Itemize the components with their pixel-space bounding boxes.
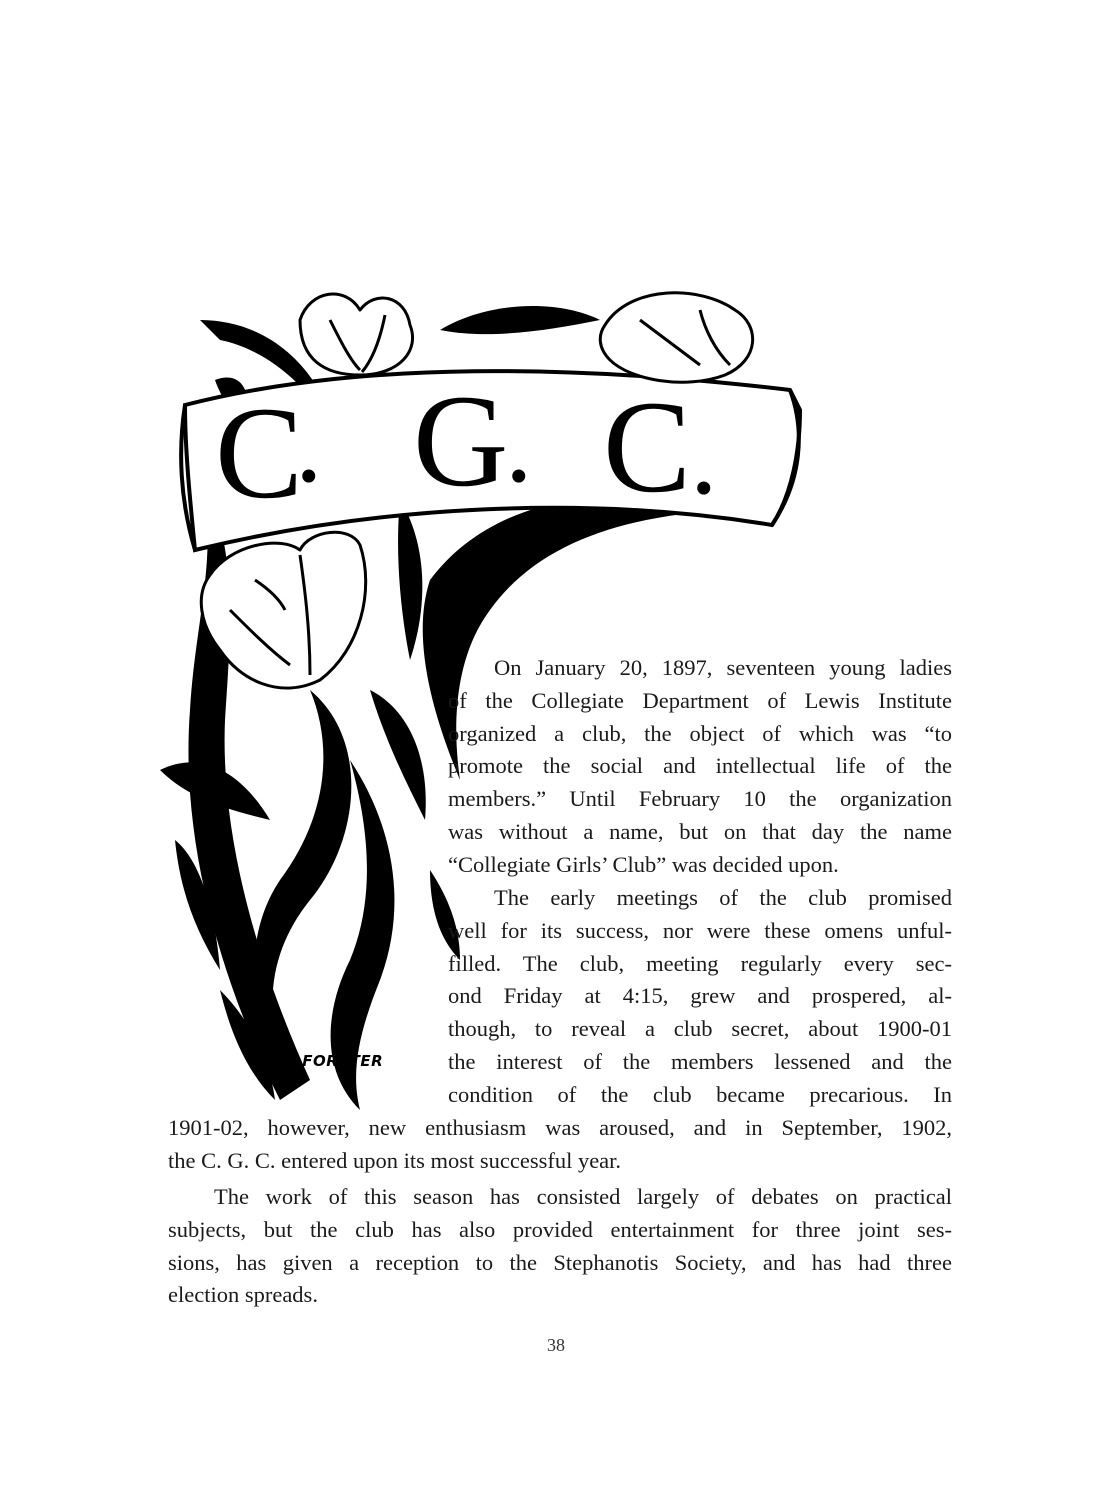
banner-dot-2: . bbox=[505, 383, 533, 505]
banner-letter-g: G bbox=[413, 367, 509, 514]
text-line: well for its success, nor were these omens unful- bbox=[448, 917, 952, 943]
text-line: the C. G. C. entered upon its most successful year. bbox=[168, 1147, 622, 1173]
text-line: condition of the club became precarious. In bbox=[448, 1081, 952, 1107]
text-line: was without a name, but on that day the name bbox=[448, 818, 952, 844]
banner-title bbox=[215, 367, 775, 526]
text-line: promote the social and intellectual life of the bbox=[448, 753, 952, 779]
text-line: 1901-02, however, new enthusiasm was aroused, and in September, 1902, bbox=[168, 1115, 952, 1140]
paragraph-3 bbox=[168, 1181, 952, 1312]
text-line: members.” Until February 10 the organization bbox=[448, 786, 952, 812]
paragraph-2-continued bbox=[168, 1112, 952, 1178]
text-line: the interest of the members lessened and the bbox=[448, 1048, 952, 1074]
text-line: subjects, but the club has also provided entertainment for three joint ses- bbox=[168, 1216, 952, 1242]
artist-signature: H.FORSTER bbox=[283, 1052, 384, 1070]
text-line: ond Friday at 4:15, grew and prospered, al- bbox=[448, 983, 952, 1009]
paragraph-2 bbox=[448, 882, 952, 1112]
paragraph-1 bbox=[448, 652, 952, 882]
text-line: organized a club, the object of which was “to bbox=[448, 720, 952, 746]
text-line: The work of this season has consisted largely of debates on practical bbox=[214, 1184, 952, 1209]
text-line: sions, has given a reception to the Stephanotis Society, and has had three bbox=[168, 1249, 952, 1275]
banner-letter-c1: C bbox=[215, 379, 304, 526]
page-number: 38 bbox=[547, 1335, 565, 1355]
banner-letter-c2: C bbox=[603, 373, 692, 520]
text-line: election spreads. bbox=[168, 1282, 318, 1308]
banner-dot-3: . bbox=[690, 395, 718, 517]
text-line: “Collegiate Girls’ Club” was decided upon. bbox=[448, 851, 839, 877]
text-line: filled. The club, meeting regularly every sec- bbox=[448, 950, 952, 976]
text-line: though, to reveal a club secret, about 1900-01 bbox=[448, 1016, 952, 1042]
text-line: of the Collegiate Department of Lewis Institute bbox=[448, 687, 952, 713]
text-line: The early meetings of the club promised bbox=[494, 885, 952, 910]
text-line: On January 20, 1897, seventeen young ladies bbox=[494, 655, 952, 680]
banner-dot-1: . bbox=[295, 383, 323, 505]
